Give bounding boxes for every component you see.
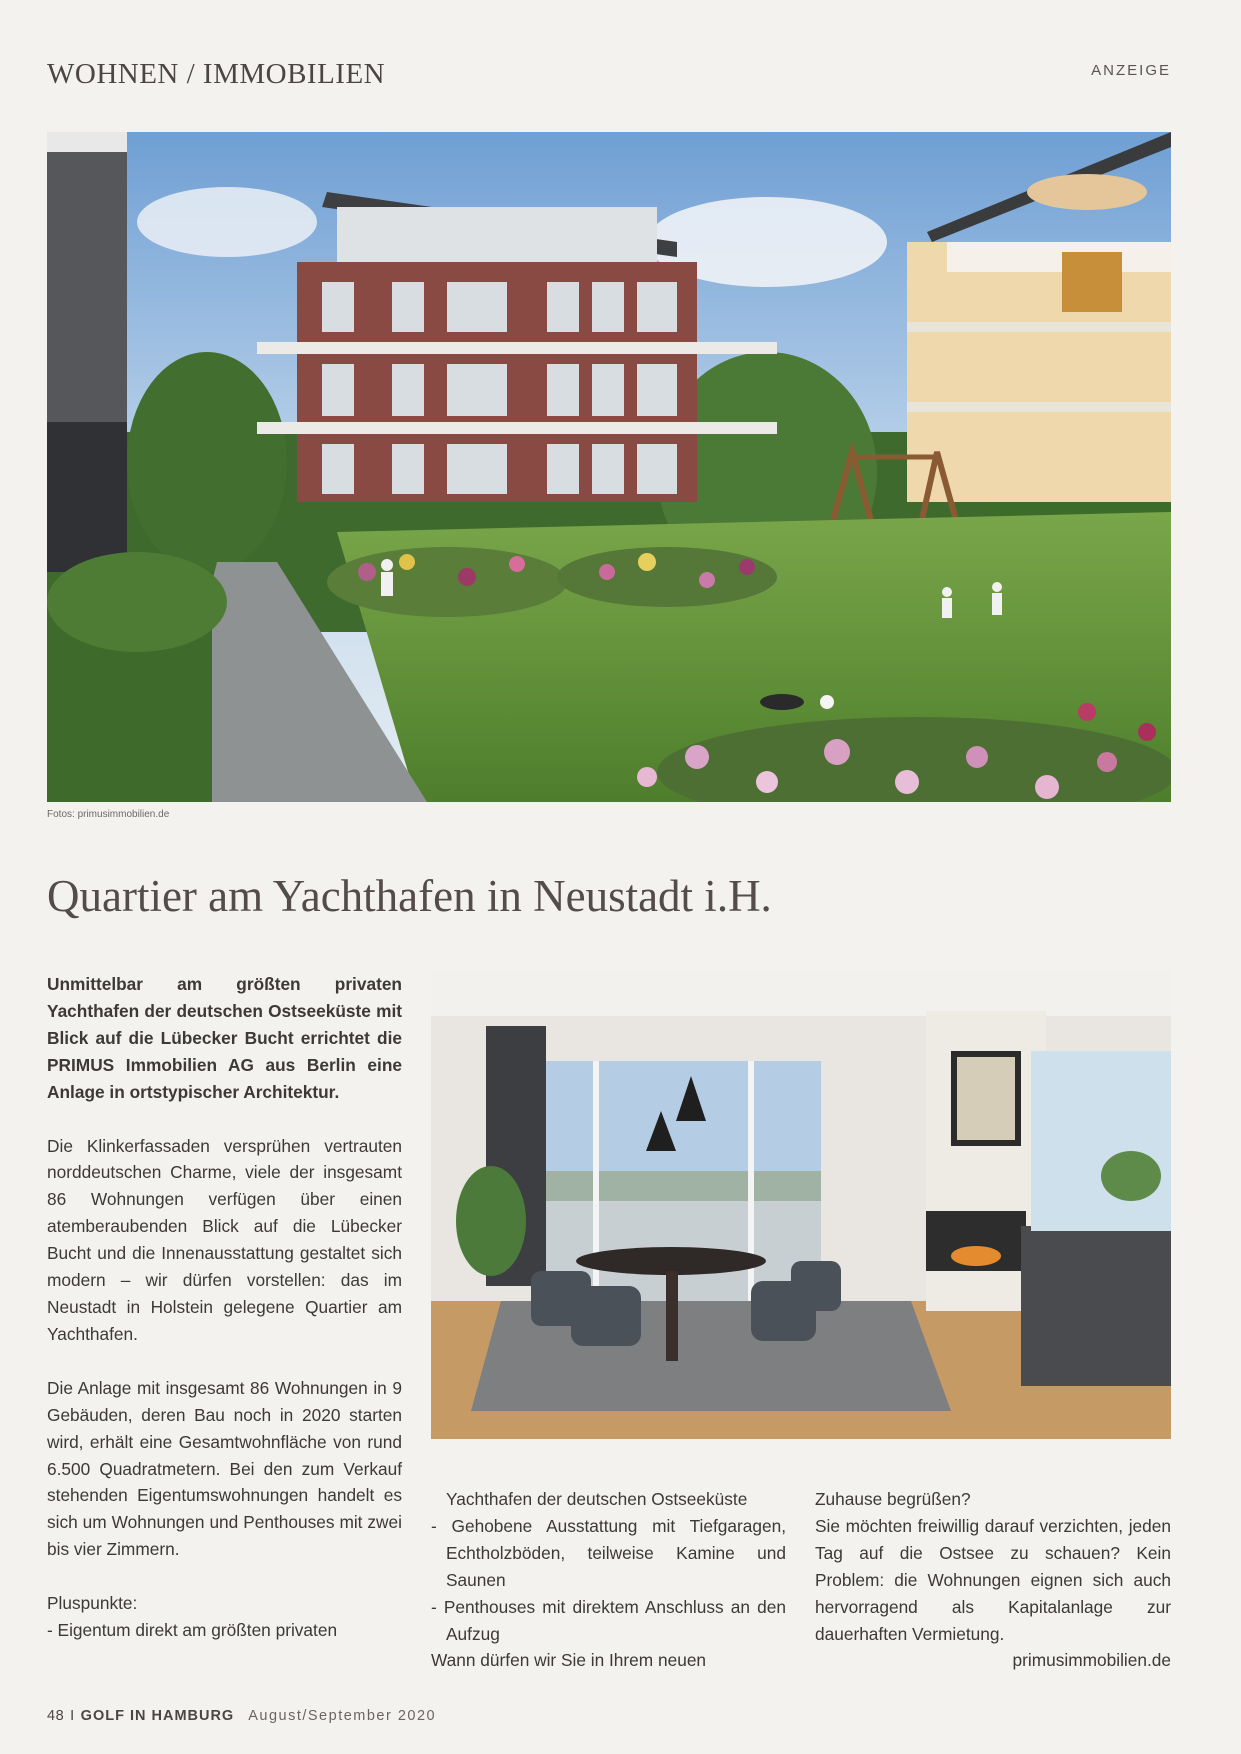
closing-paragraph: Sie möchten freiwillig darauf verzichten, jeden Tag auf die Ostsee zu schauen? Kein Problem: die Wohnungen eignen sich auch hervorragend als Kapitalanlage zur dauerhaften Vermietung. (815, 1515, 1171, 1644)
closing-line-2: Zuhause begrüßen? (815, 1489, 971, 1509)
footer-separator: I (70, 1708, 75, 1724)
article-title: Quartier am Yachthafen in Neustadt i.H. (47, 871, 772, 921)
website-link[interactable]: primusimmobilien.de (1012, 1650, 1171, 1671)
building-courtyard-photo (47, 132, 1171, 802)
plus-point-3: - Penthouses mit direktem Anschluss an den Aufzug (431, 1596, 786, 1644)
plus-point-1-continued: Yachthafen der deutschen Ostseeküste (446, 1489, 748, 1509)
closing-line-1: Wann dürfen wir Sie in Ihrem neuen (431, 1650, 707, 1671)
text-column-2 (431, 1486, 786, 1674)
magazine-name: GOLF IN HAMBURG (80, 1708, 235, 1724)
plus-point-1-start: - Eigentum direkt am größten privaten (47, 1620, 338, 1641)
ad-label: ANZEIGE (1091, 62, 1171, 79)
section-title: WOHNEN / IMMOBILIEN (47, 58, 386, 90)
page-footer (47, 1708, 436, 1724)
page-number: 48 (47, 1708, 65, 1724)
article-paragraph-2: Die Anlage mit insgesamt 86 Wohnungen in 9 Gebäuden, deren Bau noch in 2020 starten wird, erhält eine Gesamtwohnfläche von rund 6.500 Quadratmetern. Bei den zum Verkauf stehenden Eigentumswohnungen handelt es sich um Wohnungen und Penthouses mit zwei bis vier Zimmern. (47, 1377, 402, 1560)
interior-dining-room-photo (431, 971, 1171, 1439)
text-column-3 (815, 1486, 1171, 1674)
plus-points-heading: Pluspunkte: (47, 1593, 138, 1614)
article-paragraph-1: Die Klinkerfassaden versprühen vertrauten norddeutschen Charme, viele der insgesamt 86 Wohnungen verfügen über einen atemberaubenden Blick auf die Lübecker Bucht und die Innenausstattung gestaltet sich modern – wir dürfen vorstellen: das im Neustadt in Holstein gelegene Quartier am Yachthafen. (47, 1135, 402, 1344)
article-lead: Unmittelbar am größten privaten Yachthafen der deutschen Ostseeküste mit Blick auf die Lübecker Bucht errichtet die PRIMUS Immobilien AG aus Berlin eine Anlage in ortstypischer Architektur. (47, 974, 402, 1102)
issue-date: August/September 2020 (248, 1708, 437, 1724)
plus-point-2: - Gehobene Ausstattung mit Tiefgaragen, Echtholzböden, teilweise Kamine und Saunen (431, 1515, 786, 1590)
text-column-1 (47, 971, 402, 1644)
photo-credit: Fotos: primusimmobilien.de (47, 809, 170, 820)
